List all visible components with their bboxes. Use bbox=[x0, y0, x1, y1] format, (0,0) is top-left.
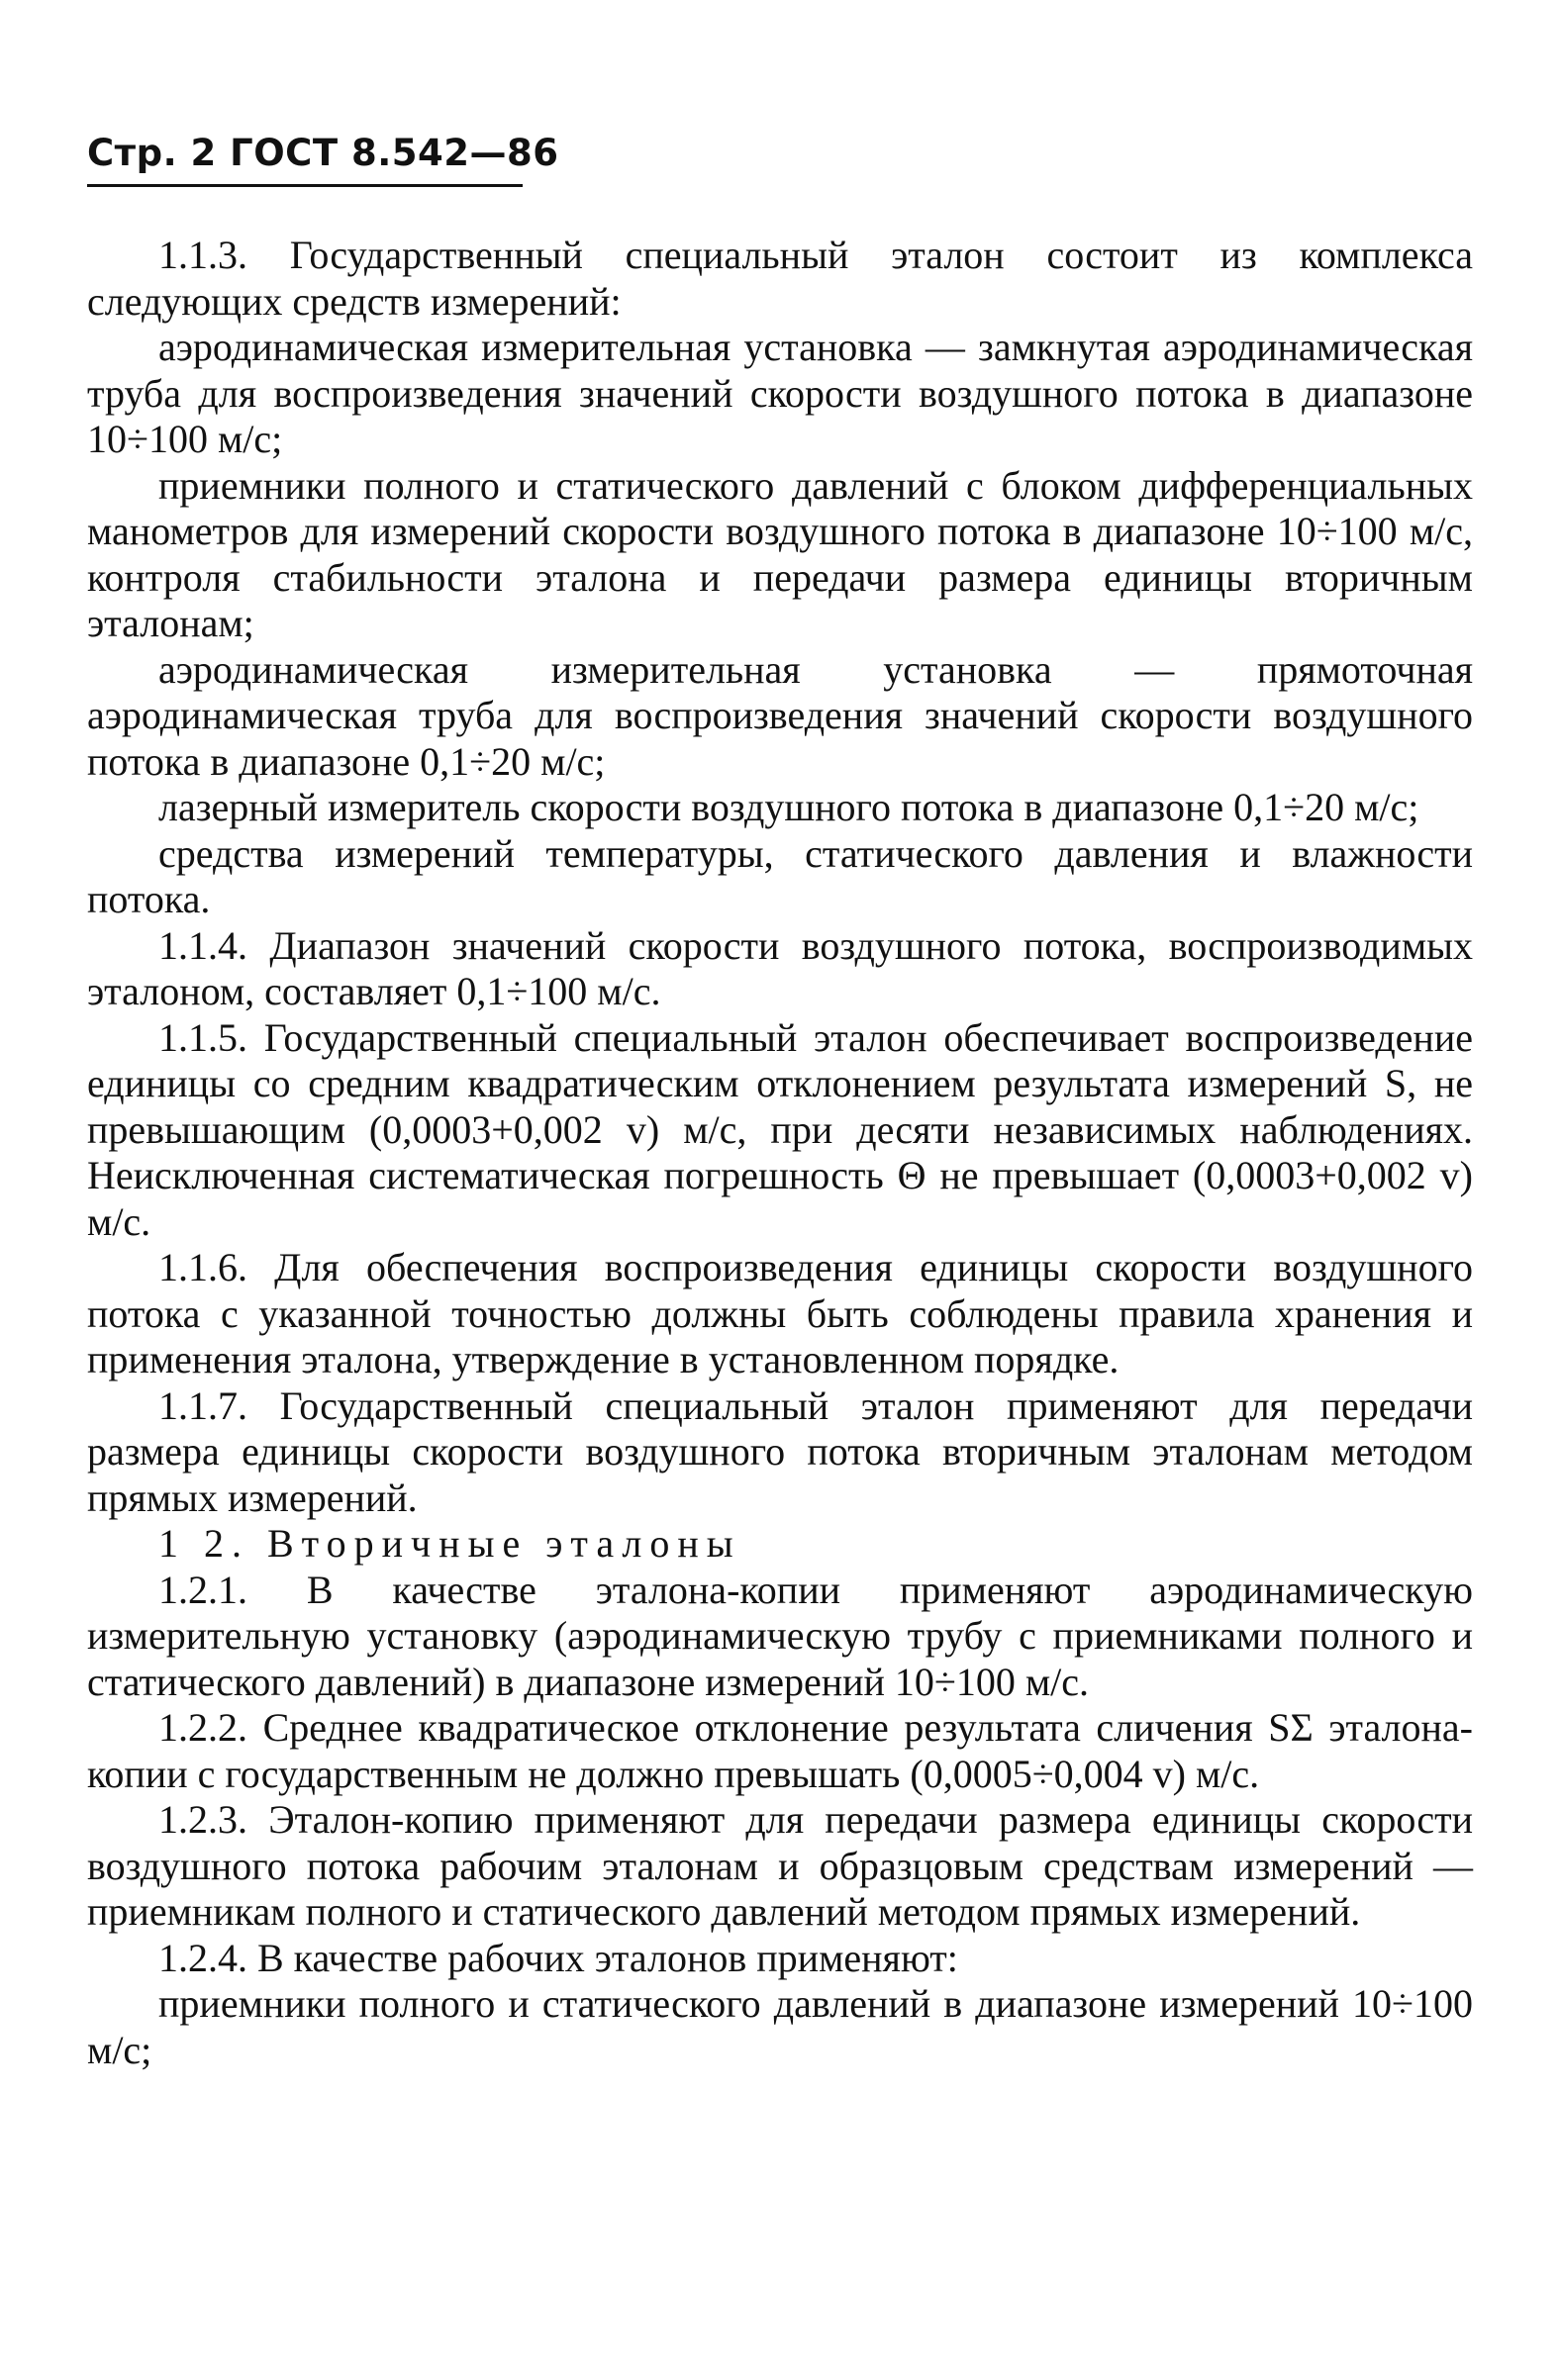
paragraph-working-standards-receivers: приемники полного и статического давлений в диапазоне измерений 10÷100 м/с; bbox=[87, 1981, 1473, 2072]
paragraph-closed-wind-tunnel: аэродинамическая измерительная установка — замкнутая аэродинамическая труба для воспроизведения значений скорости воздушного потока в диапазоне 10÷100 м/с; bbox=[87, 325, 1473, 461]
paragraph-1-2-1: 1.2.1. В качестве эталона-копии применяют аэродинамическую измерительную установку (аэродинамическую трубу с приемниками полного и статического давлений) в диапазоне измерений 10÷100 м/с. bbox=[87, 1567, 1473, 1704]
section-heading-secondary-standards: 1 2. Вторичные эталоны bbox=[158, 1521, 741, 1566]
running-head: Стр. 2 ГОСТ 8.542—86 bbox=[87, 132, 559, 174]
paragraph-1-2-4: 1.2.4. В качестве рабочих эталонов применяют: bbox=[158, 1935, 958, 1980]
paragraph-1-2-3: 1.2.3. Эталон-копию применяют для передачи размера единицы скорости воздушного потока рабочим эталонам и образцовым средствам измерений — приемникам полного и статического давлений методом прямых измерений. bbox=[87, 1797, 1473, 1934]
document-page bbox=[87, 129, 1473, 2073]
paragraph-pressure-receivers: приемники полного и статического давлений с блоком дифференциальных манометров для измерений скорости воздушного потока в диапазоне 10÷100 м/с, контроля стабильности эталона и передачи размера единицы вторичным эталонам; bbox=[87, 462, 1473, 645]
paragraph-1-1-4: 1.1.4. Диапазон значений скорости воздушного потока, воспроизводимых эталоном, составляет 0,1÷100 м/с. bbox=[87, 922, 1473, 1013]
paragraph-laser-meter: лазерный измеритель скорости воздушного потока в диапазоне 0,1÷20 м/с; bbox=[158, 785, 1419, 829]
body-text bbox=[87, 233, 1473, 2073]
paragraph-1-1-7: 1.1.7. Государственный специальный эталон применяют для передачи размера единицы скорости воздушного потока вторичным эталонам методом прямых измерений. bbox=[87, 1382, 1473, 1520]
paragraph-open-wind-tunnel: аэродинамическая измерительная установка — прямоточная аэродинамическая труба для воспроизведения значений скорости воздушного потока в диапазоне 0,1÷20 м/с; bbox=[87, 646, 1473, 784]
paragraph-1-2-2: 1.2.2. Среднее квадратическое отклонение результата сличения SΣ эталона-копии с государственным не должно превышать (0,0005÷0,004 v) м/с. bbox=[87, 1705, 1473, 1796]
paragraph-measuring-means: средства измерений температуры, статического давления и влажности потока. bbox=[87, 830, 1473, 921]
paragraph-1-1-3: 1.1.3. Государственный специальный эталон состоит из комплекса следующих средств измерений: bbox=[87, 233, 1473, 324]
paragraph-1-1-5: 1.1.5. Государственный специальный эталон обеспечивает воспроизведение единицы со средним квадратическим отклонением результата измерений S, не превышающим (0,0003+0,002 v) м/с, при десяти независимых наблюдениях. Неисключенная систематическая погрешность Θ не превышает (0,0003+0,002 v) м/с. bbox=[87, 1014, 1473, 1244]
header-rule bbox=[87, 184, 523, 187]
paragraph-1-1-6: 1.1.6. Для обеспечения воспроизведения единицы скорости воздушного потока с указанной точностью должны быть соблюдены правила хранения и применения эталона, утверждение в установленном порядке. bbox=[87, 1245, 1473, 1381]
